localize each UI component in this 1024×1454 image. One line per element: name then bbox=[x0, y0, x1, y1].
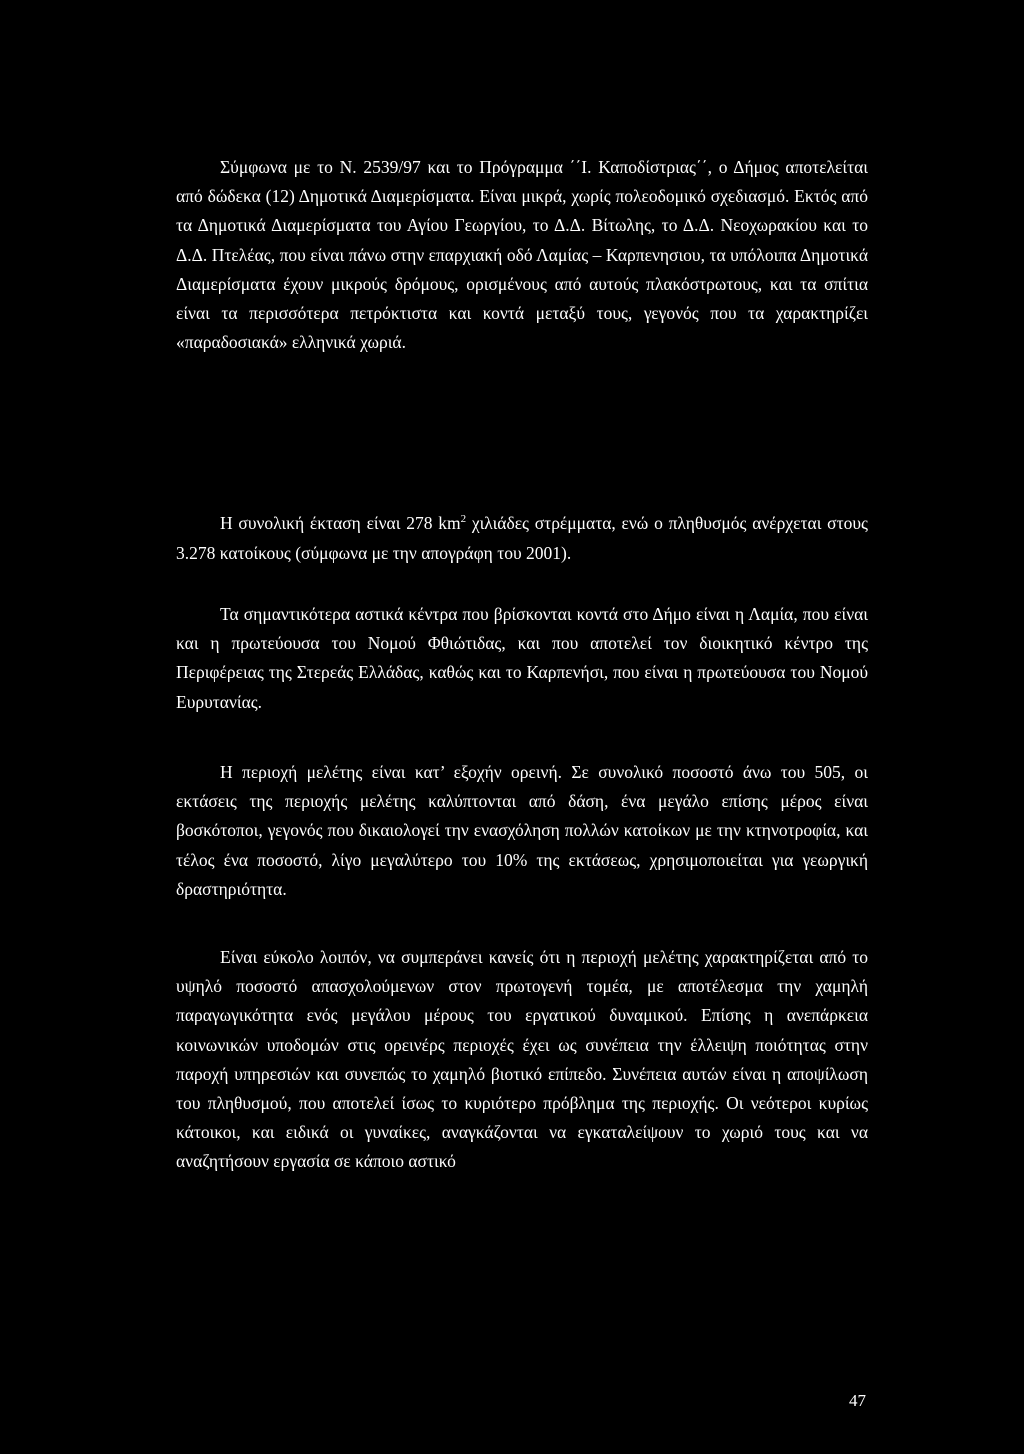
area-text: Η συνολική έκταση είναι 278 km bbox=[220, 513, 461, 533]
area-unit-superscript: 2 bbox=[460, 513, 467, 526]
page-number: 47 bbox=[849, 1391, 866, 1410]
paragraph-mountainous-area: Η περιοχή μελέτης είναι κατ’ εξοχήν ορεινή. Σε συνολικό ποσοστό άνω του 505, οι εκτάσεις της περιοχής μελέτης καλύπτονται από δάση, ένα μεγάλο επίσης μέρος είναι βοσκότοποι, γεγονός που δικαιολογεί την ενασχόληση πολλών κατοίκων με την κτηνοτροφία, και τέλος ένα ποσοστό, λίγο μεγαλύτερο του 10% της εκτάσεως, χρησιμοποιείται για γεωργική δραστηριότητα. bbox=[176, 762, 868, 899]
paragraph-area-population bbox=[176, 508, 868, 568]
paragraph-primary-sector: Είναι εύκολο λοιπόν, να συμπεράνει κανείς ότι η περιοχή μελέτης χαρακτηρίζεται από το υψηλό ποσοστό απασχολούμενων στον πρωτογενή τομέα, με αποτέλεσμα την χαμηλή παραγωγικότητα ενός μεγάλου μέρους του εργατικού δυναμικού. Επίσης η ανεπάρκεια κοινωνικών υποδομών στις ορεινέρς περιοχές έχει ως συνέπεια την έλλειψη ποιότητας στην παροχή υπηρεσιών και συνεπώς το χαμηλό βιοτικό επίπεδο. Συνέπεια αυτών είναι η αποψίλωση του πληθυσμού, που αποτελεί ίσως το κυριότερο πρόβλημα της περιοχής. Οι νεότεροι κυρίως κάτοικοι, και ειδικά οι γυναίκες, αναγκάζονται να εγκαταλείψουν το χωριό τους και να αναζητήσουν εργασία σε κάποιο αστικό bbox=[176, 947, 868, 1172]
paragraph-urban-centers: Τα σημαντικότερα αστικά κέντρα που βρίσκονται κοντά στο Δήμο είναι η Λαμία, που είναι και η πρωτεύουσα του Νομού Φθιώτιδας, και που αποτελεί τον διοικητικό κέντρο της Περιφέρειας της Στερεάς Ελλάδας, καθώς και το Καρπενήσι, που είναι η πρωτεύουσα του Νομού Ευρυτανίας. bbox=[176, 604, 868, 712]
paragraph-municipal-districts: Σύμφωνα με το Ν. 2539/97 και το Πρόγραμμα ΄΄Ι. Καποδίστριας΄΄, ο Δήμος αποτελείται από δώδεκα (12) Δημοτικά Διαμερίσματα. Είναι μικρά, χωρίς πολεοδομικό σχεδιασμό. Εκτός από τα Δημοτικά Διαμερίσματα του Αγίου Γεωργίου, το Δ.Δ. Βίτωλης, το Δ.Δ. Νεοχωρακίου και το Δ.Δ. Πτελέας, που είναι πάνω στην επαρχιακή οδό Λαμίας – Καρπενησιου, τα υπόλοιπα Δημοτικά Διαμερίσματα έχουν μικρούς δρόμους, ορισμένους από αυτούς πλακόστρωτους, και τα σπίτια είναι τα περισσότερα πετρόκτιστα και κοντά μεταξύ τους, γεγονός που τα χαρακτηρίζει «παραδοσιακά» ελληνικά χωριά. bbox=[176, 157, 868, 353]
population-text: χιλιάδες στρέμματα, ενώ ο πληθυσμός ανέρχεται στους 3.278 κατοίκους (σύμφωνα με την απογράφη του 2001). bbox=[176, 513, 868, 563]
